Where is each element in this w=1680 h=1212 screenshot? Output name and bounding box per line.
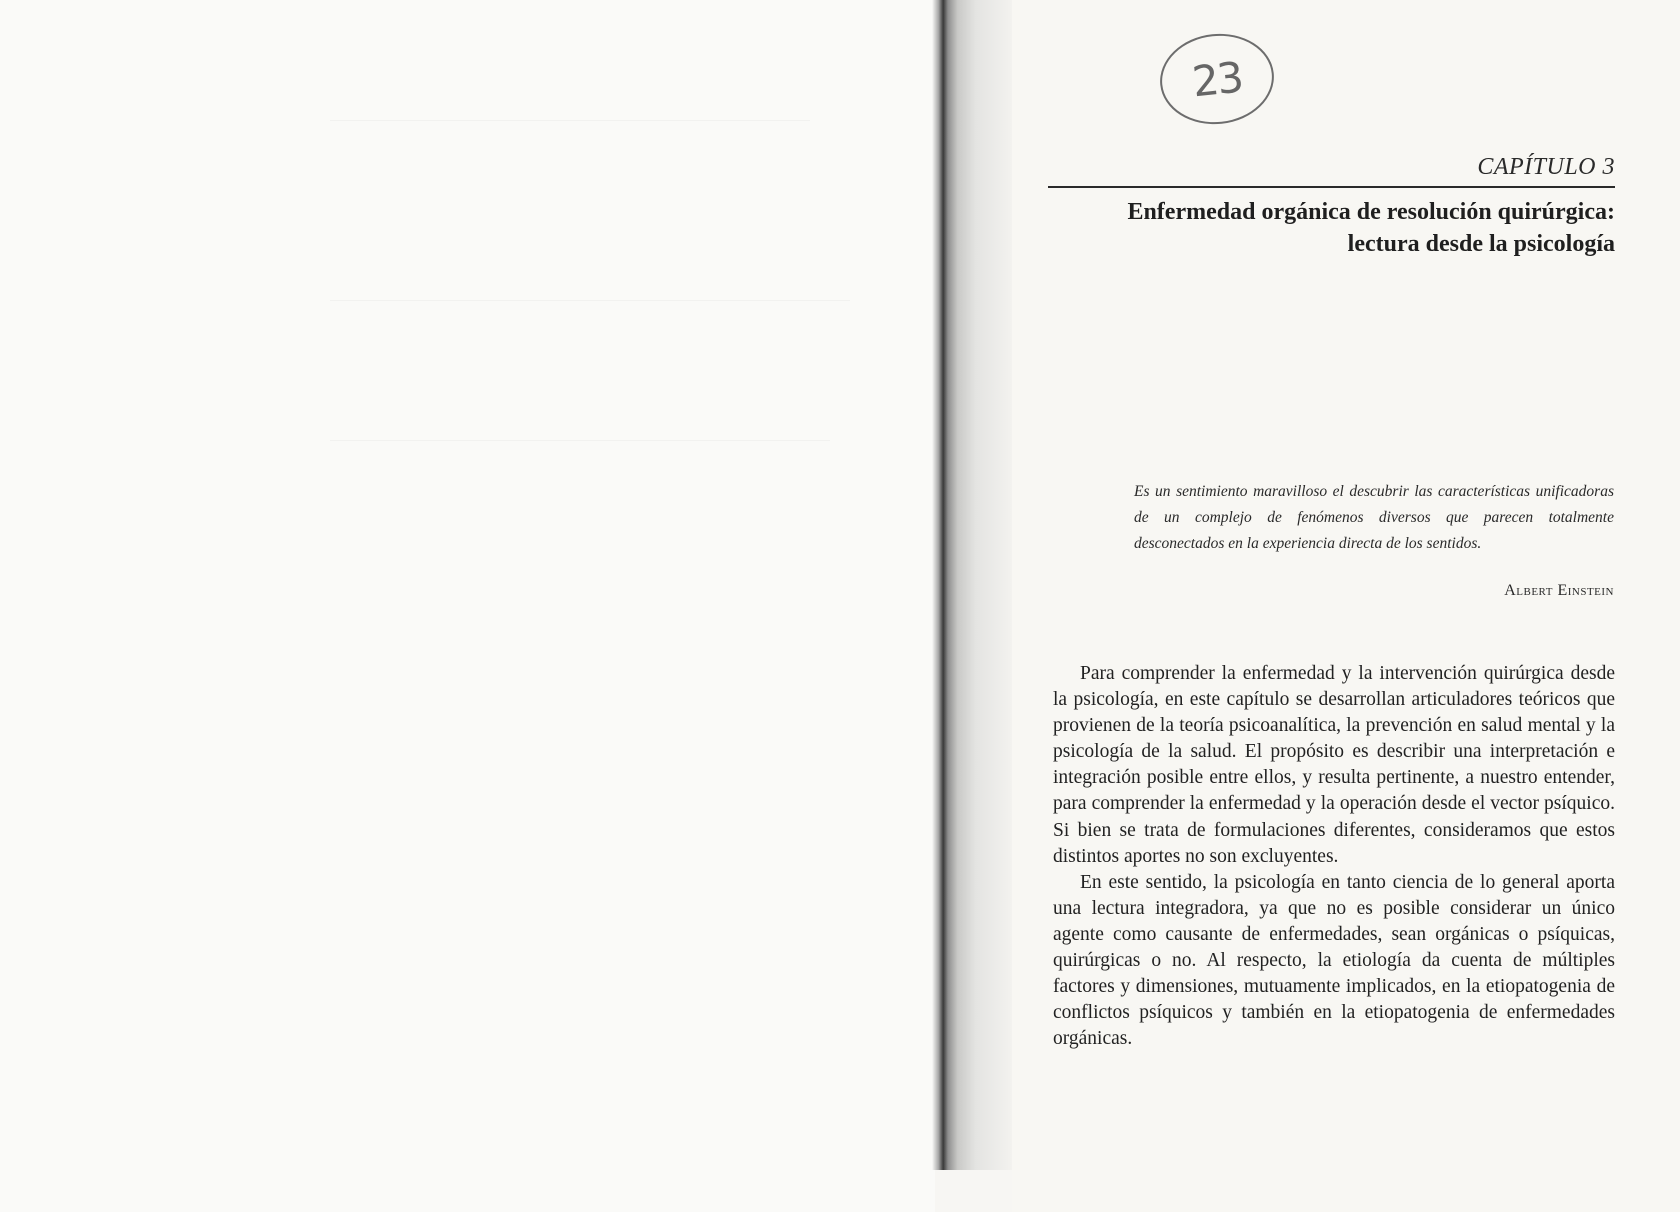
chapter-title-line-1: Enfermedad orgánica de resolución quirúrgica:	[1127, 199, 1615, 225]
handwritten-page-number: 23	[1156, 28, 1279, 129]
epigraph-author: Albert Einstein	[1504, 582, 1614, 599]
chapter-title-line-2: lectura desde la psicología	[1347, 231, 1615, 257]
bleed-through-line	[330, 120, 810, 121]
epigraph-quote: Es un sentimiento maravilloso el descubrir las características unificadoras de un complejo de fenómenos diversos que parecen totalmente desconectados en la experiencia directa de los sentidos.	[1134, 483, 1614, 552]
bleed-through-line	[330, 300, 850, 301]
book-gutter	[932, 0, 1012, 1170]
paragraph: En este sentido, la psicología en tanto ciencia de lo general aporta una lectura integradora, ya que no es posible considerar un único agente como causante de enfermedades, sean orgánicas o psíquicas, quirúrgicas o no. Al respecto, la etiología da cuenta de múltiples factores y dimensiones, mutuamente implicados, en la etiopatogenia de conflictos psíquicos y también en la etiopatogenia de enfermedades orgánicas.	[1053, 871, 1615, 1050]
chapter-rule	[1048, 186, 1615, 188]
bleed-through-line	[330, 440, 830, 441]
chapter-label: CAPÍTULO 3	[1477, 154, 1615, 180]
body-text	[1053, 661, 1615, 1052]
chapter-title	[1048, 196, 1615, 260]
paragraph: Para comprender la enfermedad y la intervención quirúrgica desde la psicología, en este capítulo se desarrollan articuladores teóricos que provienen de la teoría psicoanalítica, la prevención en salud mental y la psicología de la salud. El propósito es describir una interpretación e integración posible entre ellos, y resulta pertinente, a nuestro entender, para comprender la enfermedad y la operación desde el vector psíquico. Si bien se trata de formulaciones diferentes, consideramos que estos distintos aportes no son excluyentes.	[1053, 663, 1615, 867]
